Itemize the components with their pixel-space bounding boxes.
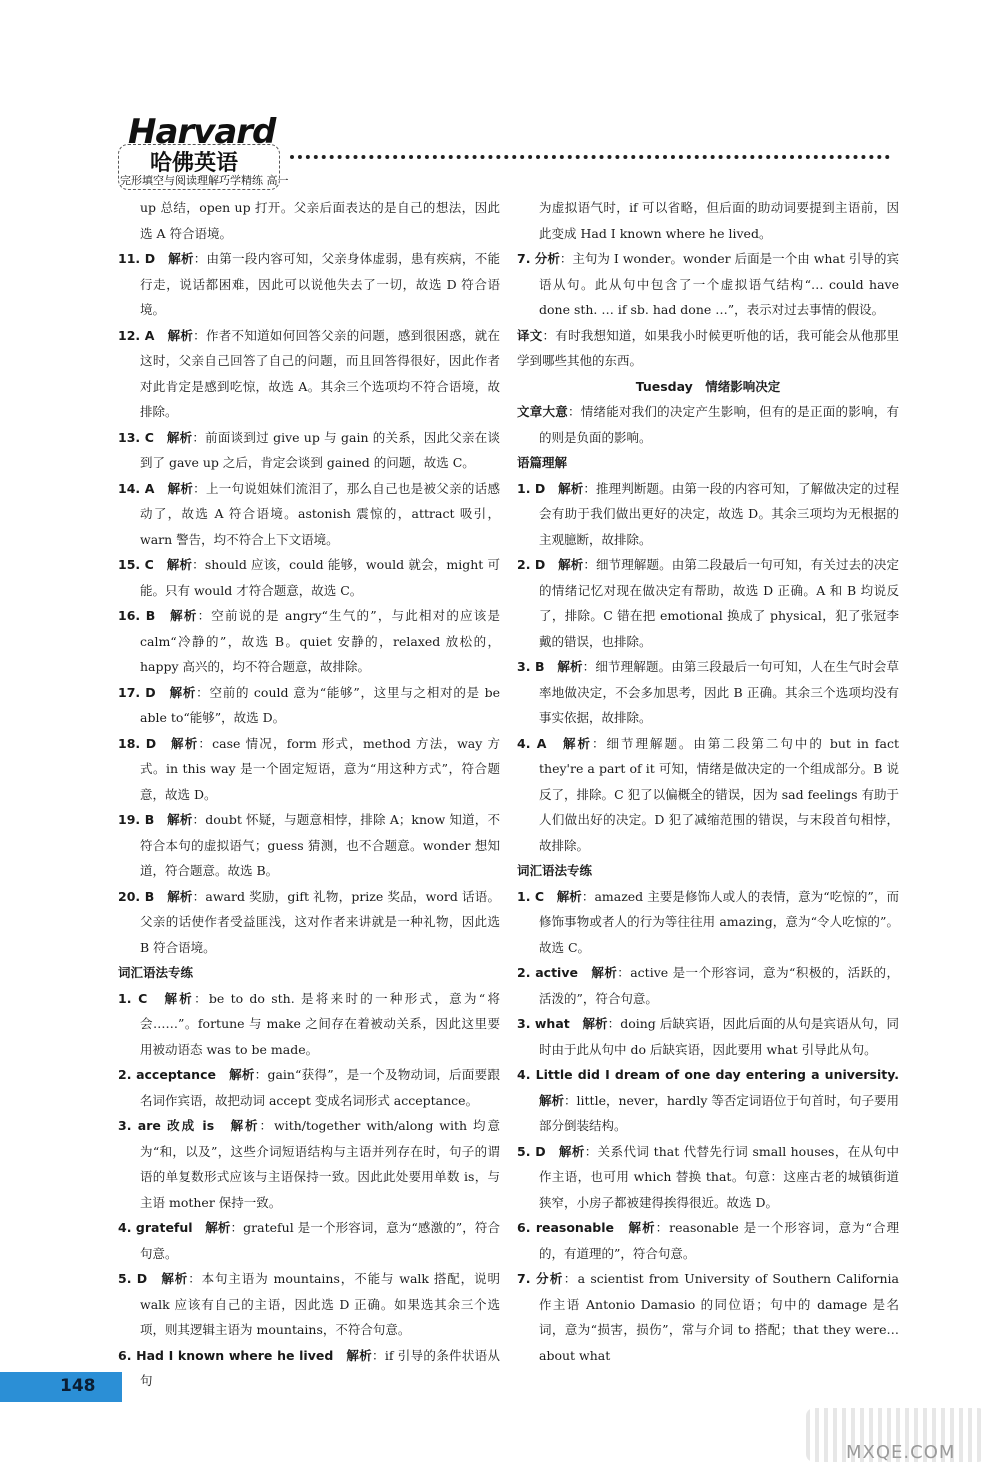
explanation-text: 前面谈到过 give up 与 gain 的关系，因此父亲在谈到了 gave up 之后，肯定会谈到 gained 的问题，故选 C。 (140, 429, 500, 470)
answer-entry: 6. reasonable 解析：reasonable 是一个形容词，意为“合理的，有道理的”，符合句意。 (517, 1220, 899, 1261)
explanation-label: 解析 (557, 659, 583, 674)
explanation-text: 空前的 could 意为“能够”，这里与之相对的是 be able to“能够”，故选 D。 (140, 684, 500, 725)
harvard-logo: Harvard (128, 112, 276, 152)
explanation-text: 关系代词 that 代替先行词 small houses，在从句中作主语，也可用 which 替换 that。句意：这座古老的城镇街道狭窄，小房子都被建得挨得很近。故选 D。 (539, 1143, 899, 1210)
answer-entry: 4. grateful 解析：grateful 是一个形容词，意为“感激的”，符合句意。 (118, 1220, 500, 1261)
explanation-label: 解析 (169, 684, 197, 700)
answer-number: 19. B (118, 812, 155, 827)
answer-number: 3. are 改成 is (118, 1118, 215, 1133)
answer-number: 12. A (118, 327, 155, 343)
answer-entry: 15. C 解析：should 应该，could 能够，would 就会，might 可能。只有 would 才符合题意，故选 C。 (118, 557, 500, 598)
explanation-label: 解析 (229, 1067, 255, 1082)
answer-number: 2. acceptance (118, 1067, 216, 1082)
answer-number: 5. D (517, 1143, 546, 1159)
explanation-label: 解析 (558, 557, 584, 572)
explanation-label: 解析 (556, 888, 582, 904)
explanation-text: doubt 怀疑，与题意相悖，排除 A；know 知道，不符合本句的虚拟语气；guess 猜测，也不合题意。wonder 想知道，符合题意。故选 B。 (140, 812, 500, 878)
explanation-label: 解析 (170, 608, 198, 623)
page-header (110, 108, 910, 188)
right-column (517, 195, 899, 1368)
explanation-text: gain“获得”，是一个及物动词，后面要跟名词作宾语，故把动词 accept 变成名词形式 acceptance。 (140, 1067, 500, 1108)
answer-number: 18. D (118, 735, 157, 751)
explanation-text: little，never，hardly 等否定词语位于句首时，句子要用部分倒装结构。 (539, 1092, 899, 1133)
section-title: Tuesday 情绪影响决定 (635, 378, 781, 394)
answer-number: 2. active (517, 965, 578, 980)
answer-entry: 3. B 解析：细节理解题。由第三段最后一句可知，人在生气时会草率地做决定，不会多加思考，因此 B 正确。其余三个选项均没有事实依据，故排除。 (517, 659, 899, 725)
explanation-label: 解析 (582, 1016, 608, 1031)
answer-entry (118, 195, 500, 246)
answer-number: 15. C (118, 557, 154, 572)
explanation-text: reasonable 是一个形容词，意为“合理的，有道理的”，符合句意。 (539, 1220, 899, 1261)
answer-number: 7. 分析 (517, 1271, 564, 1286)
answer-entry: 20. B 解析：award 奖励，gift 礼物，prize 奖品，word 话语。父亲的话使作者受益匪浅，这对作者来讲就是一种礼物，因此选 B 符合语境。 (118, 888, 500, 955)
answer-number: 17. D (118, 684, 156, 700)
explanation-text: doing 后缺宾语，因此后面的从句是宾语从句，同时由于此从句中 do 后缺宾语，因此要用 what 引导此从句。 (539, 1016, 899, 1057)
explanation-text: be to do sth. 是将来时的一种形式，意为“将会……”。fortune 与 make 之间存在着被动关系，因此这里要用被动语态 was to be made。 (140, 990, 500, 1057)
answer-entry: 11. D 解析：由第一段内容可知，父亲身体虚弱，患有疾病，不能行走，说话都困难，因此可以说他失去了一切，故选 D 符合语境。 (118, 251, 500, 317)
explanation-label: 解析 (166, 429, 193, 445)
explanation-text: amazed 主要是修饰人或人的表情，意为“吃惊的”，而修饰事物或者人的行为等往往用 amazing，意为“令人吃惊的”。故选 C。 (539, 888, 899, 955)
answer-entry: 16. B 解析：空前说的是 angry“生气的”，与此相对的应该是 calm“冷静的”，故选 B。quiet 安静的，relaxed 放松的，happy 高兴的，均不符合题意，故排除。 (118, 608, 500, 674)
answer-number: 4. A (517, 735, 547, 751)
answer-entry: 12. A 解析：作者不知道如何回答父亲的问题，感到很困惑，就在这时，父亲自己回答了自己的问题，而且回答得很好，因此作者对此肯定是感到吃惊，故选 A。其余三个选项均不符合语境，故排除。 (118, 327, 500, 419)
book-subtitle: 完形填空与阅读理解巧学精练 高一 (120, 174, 289, 187)
answer-entry: 18. D 解析：case 情况，form 形式，method 方法，way 方式。in this way 是一个固定短语，意为“用这种方式”，符合题意，故选 D。 (118, 735, 500, 802)
answer-entry: 2. D 解析：细节理解题。由第二段最后一句可知，有关过去的决定的情绪记忆对现在做决定有帮助，故选 D 正确。A 和 B 均说反了，排除。C 错在把 emotional 换成了 physical，犯了张冠李戴的错误，也排除。 (517, 557, 899, 649)
section-heading: 词汇语法专练 (118, 965, 194, 980)
answer-entry: 7. 分析：a scientist from University of Southern California 作主语 Antonio Damasio 的同位语；句中的 damage 是名词，意为“损害，损伤”，常与介词 to 搭配；that they were… about what (517, 1271, 899, 1363)
answer-number: 3. what (517, 1016, 570, 1031)
answer-entry: 14. A 解析：上一句说姐妹们流泪了，那么自己也是被父亲的话感动了，故选 A 符合语境。astonish 震惊的，attract 吸引，warn 警告，均不符合上下文语境。 (118, 480, 500, 547)
explanation-label: 解析 (167, 812, 193, 827)
answer-entry: 1. C 解析：be to do sth. 是将来时的一种形式，意为“将会……”。fortune 与 make 之间存在着被动关系，因此这里要用被动语态 was to be made。 (118, 990, 500, 1057)
book-series-title: 哈佛英语 (150, 151, 239, 176)
answer-entry: 1. D 解析：推理判断题。由第一段的内容可知，了解做决定的过程会有助于我们做出更好的决定，故选 D。其余三项均为无根据的主观臆断，故排除。 (517, 480, 899, 547)
answer-number: 4. grateful (118, 1220, 193, 1235)
page-number: 148 (60, 1376, 96, 1396)
answer-number: 11. D (118, 251, 156, 266)
answer-number: 1. C (517, 888, 545, 904)
explanation-text: with/together with/along with 均意为“和，以及”，这些介词短语结构与主语并列存在时，句子的谓语的单复数形式应该与主语保持一致。因此此处要用单数 is，与主语 mother 保持一致。 (140, 1118, 500, 1210)
answer-entry (517, 195, 899, 246)
answer-entry: 5. D 解析：本句主语为 mountains，不能与 walk 搭配，说明 walk 应该有自己的主语，因此选 D 正确。如果选其余三个选项，则其逻辑主语为 mountains，不符合句意。 (118, 1271, 500, 1337)
answer-entry: 文章大意：情绪能对我们的决定产生影响，但有的是正面的影响，有的则是负面的影响。 (517, 404, 899, 445)
answer-entry: 4. Little did I dream of one day entering a university. 解析：little，never，hardly 等否定词语位于句首时，句子要用部分倒装结构。 (517, 1067, 899, 1133)
answer-number: 7. 分析 (517, 251, 560, 266)
explanation-text: 有时我想知道，如果我小时候更听他的话，我可能会从他那里学到哪些其他的东西。 (517, 327, 899, 368)
answer-entry: 3. are 改成 is 解析：with/together with/along with 均意为“和，以及”，这些介词短语结构与主语并列存在时，句子的谓语的单复数形式应该与主语保持一致。因此此处要用单数 is，与主语 mother 保持一致。 (118, 1118, 500, 1210)
answer-number: 2. D (517, 557, 546, 572)
explanation-label: 解析 (161, 1271, 189, 1286)
explanation-label: 解析 (167, 888, 193, 904)
answer-number: 6. reasonable (517, 1220, 614, 1235)
explanation-text: 作者不知道如何回答父亲的问题，感到很困惑，就在这时，父亲自己回答了自己的问题，而且回答得很好，因此作者对此肯定是感到吃惊，故选 A。其余三个选项均不符合语境，故排除。 (140, 327, 500, 419)
answer-entry: 4. A 解析：细节理解题。由第二段第二句中的 but in fact they're a part of it 可知，情绪是做决定的一个组成部分。B 说反了，排除。C 犯了以偏概全的错误，因为 sad feelings 有助于人们做出好的决定。D 犯了减缩范围的错误，与末段首句相悖，故排除。 (517, 735, 899, 853)
answer-number: 20. B (118, 888, 155, 904)
explanation-label: 解析 (346, 1347, 373, 1363)
answer-entry: 译文：有时我想知道，如果我小时候更听他的话，我可能会从他那里学到哪些其他的东西。 (517, 327, 899, 368)
explanation-text: grateful 是一个形容词，意为“感激的”，符合句意。 (140, 1220, 500, 1261)
answer-number: 5. D (118, 1271, 148, 1286)
answer-entry: 3. what 解析：doing 后缺宾语，因此后面的从句是宾语从句，同时由于此从句中 do 后缺宾语，因此要用 what 引导此从句。 (517, 1016, 899, 1057)
explanation-label: 解析 (171, 735, 199, 751)
explanation-label: 解析 (558, 1143, 585, 1159)
answer-entry: 19. B 解析：doubt 怀疑，与题意相悖，排除 A；know 知道，不符合本句的虚拟语气；guess 猜测，也不合题意。wonder 想知道，符合题意。故选 B。 (118, 812, 500, 878)
explanation-text: 细节理解题。由第二段最后一句可知，有关过去的决定的情绪记忆对现在做决定有帮助，故选 D 正确。A 和 B 均说反了，排除。C 错在把 emotional 换成了 physical，犯了张冠李戴的错误，也排除。 (539, 557, 899, 649)
explanation-label: 解析 (562, 735, 592, 751)
explanation-text: if 引导的条件状语从句 (140, 1347, 500, 1388)
answer-entry: 13. C 解析：前面谈到过 give up 与 gain 的关系，因此父亲在谈到了 gave up 之后，肯定会谈到 gained 的问题，故选 C。 (118, 429, 500, 470)
explanation-text: 细节理解题。由第二段第二句中的 but in fact they're a part of it 可知，情绪是做决定的一个组成部分。B 说反了，排除。C 犯了以偏概全的错误，因为 sad feelings 有助于人们做出好的决定。D 犯了减缩范围的错误，与末段首句相悖，故排除。 (539, 735, 899, 853)
explanation-label: 解析 (167, 327, 194, 343)
explanation-text: 推理判断题。由第一段的内容可知，了解做决定的过程会有助于我们做出更好的决定，故选 D。其余三项均为无根据的主观臆断，故排除。 (539, 480, 899, 547)
explanation-label: 译文 (517, 327, 543, 343)
answer-entry: 7. 分析：主句为 I wonder。wonder 后面是一个由 what 引导的宾语从句。此从句中包含了一个虚拟语气结构“… could have done sth. … if sb. had done …”，表示对过去事情的假设。 (517, 251, 899, 317)
answer-number: 6. Had I known where he lived (118, 1347, 334, 1363)
explanation-label: 解析 (168, 251, 194, 266)
answer-entry: 6. Had I known where he lived 解析：if 引导的条件状语从句 (118, 1347, 500, 1388)
header-dotted-rule (290, 155, 890, 159)
explanation-text: 情绪能对我们的决定产生影响，但有的是正面的影响，有的则是负面的影响。 (539, 404, 899, 445)
answer-entry: 17. D 解析：空前的 could 意为“能够”，这里与之相对的是 be able to“能够”，故选 D。 (118, 684, 500, 725)
answer-number: 13. C (118, 429, 154, 445)
watermark-text: MXQE.COM (846, 1442, 956, 1463)
explanation-label: 解析 (205, 1220, 231, 1235)
explanation-text: 由第一段内容可知，父亲身体虚弱，患有疾病，不能行走，说话都困难，因此可以说他失去了一切，故选 D 符合语境。 (140, 251, 500, 317)
explanation-label: 解析 (628, 1220, 656, 1235)
answer-entry: 1. C 解析：amazed 主要是修饰人或人的表情，意为“吃惊的”，而修饰事物或者人的行为等往往用 amazing，意为“令人吃惊的”。故选 C。 (517, 888, 899, 955)
section-heading: 语篇理解 (517, 455, 568, 470)
explanation-label: 解析 (591, 965, 618, 980)
answer-number: 16. B (118, 608, 156, 623)
explanation-text: should 应该，could 能够，would 就会，might 可能。只有 would 才符合题意，故选 C。 (140, 557, 500, 598)
section-heading: 词汇语法专练 (517, 863, 593, 878)
explanation-text: active 是一个形容词，意为“积极的，活跃的，活泼的”，符合句意。 (539, 965, 899, 1006)
left-column (118, 195, 500, 1394)
explanation-text: 为虚拟语气时，if 可以省略，但后面的助动词要提到主语前，因此变成 Had I known where he lived。 (539, 200, 899, 241)
explanation-text: award 奖励，gift 礼物，prize 奖品，word 话语。父亲的话使作者受益匪浅，这对作者来讲就是一种礼物，因此选 B 符合语境。 (140, 888, 500, 955)
answer-entry: 2. acceptance 解析：gain“获得”，是一个及物动词，后面要跟名词作宾语，故把动词 accept 变成名词形式 acceptance。 (118, 1067, 500, 1108)
answer-number: 文章大意 (517, 404, 568, 419)
answer-number: 1. D (517, 480, 546, 496)
explanation-text: 本句主语为 mountains，不能与 walk 搭配，说明 walk 应该有自己的主语，因此选 D 正确。如果选其余三个选项，则其逻辑主语为 mountains，不符合句意。 (140, 1271, 500, 1337)
answer-entry: 5. D 解析：关系代词 that 代替先行词 small houses，在从句中作主语，也可用 which 替换 that。句意：这座古老的城镇街道狭窄，小房子都被建得挨得很近。故选 D。 (517, 1143, 899, 1210)
explanation-label: 解析 (539, 1092, 565, 1108)
explanation-text: 细节理解题。由第三段最后一句可知，人在生气时会草率地做决定，不会多加思考，因此 B 正确。其余三个选项均没有事实依据，故排除。 (539, 659, 899, 725)
explanation-label: 解析 (558, 480, 584, 496)
explanation-label: 解析 (167, 480, 194, 496)
explanation-text: 空前说的是 angry“生气的”，与此相对的应该是 calm“冷静的”，故选 B。quiet 安静的，relaxed 放松的，happy 高兴的，均不符合题意，故排除。 (140, 608, 500, 674)
explanation-label: 解析 (230, 1118, 260, 1133)
explanation-text: 上一句说姐妹们流泪了，那么自己也是被父亲的话感动了，故选 A 符合语境。astonish 震惊的，attract 吸引，warn 警告，均不符合上下文语境。 (140, 480, 500, 547)
explanation-text: 主句为 I wonder。wonder 后面是一个由 what 引导的宾语从句。此从句中包含了一个虚拟语气结构“… could have done sth. … if sb. had done …”，表示对过去事情的假设。 (539, 251, 899, 317)
answer-number: 1. C (118, 990, 148, 1006)
answer-number: 3. B (517, 659, 545, 674)
answer-number: 14. A (118, 480, 155, 496)
explanation-label: 解析 (164, 990, 195, 1006)
explanation-text: a scientist from University of Southern California 作主语 Antonio Damasio 的同位语；句中的 damage 是名词，意为“损害，损伤”，常与介词 to 搭配；that they were… about what (539, 1271, 899, 1363)
answer-number: 4. Little did I dream of one day entering a university. (517, 1067, 899, 1082)
explanation-text: case 情况，form 形式，method 方法，way 方式。in this way 是一个固定短语，意为“用这种方式”，符合题意，故选 D。 (140, 735, 500, 802)
explanation-label: 解析 (166, 557, 193, 572)
answer-entry: 2. active 解析：active 是一个形容词，意为“积极的，活跃的，活泼的”，符合句意。 (517, 965, 899, 1006)
explanation-text: up 总结，open up 打开。父亲后面表达的是自己的想法，因此选 A 符合语境。 (140, 200, 500, 241)
